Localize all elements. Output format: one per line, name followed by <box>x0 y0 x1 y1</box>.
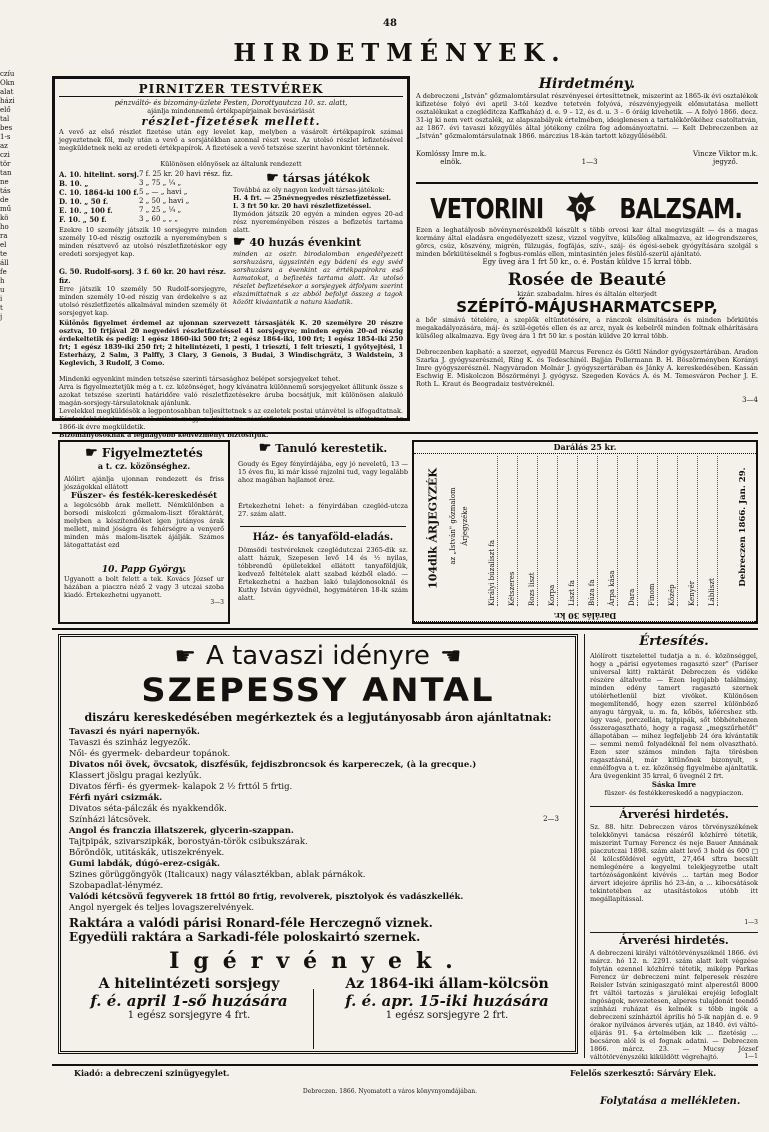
margin-fragment: j <box>0 313 3 321</box>
szepessy-ref: 2—3 <box>543 815 559 823</box>
price-row: Rozs liszt <box>528 456 538 606</box>
hand-icon: ☛ <box>174 642 197 670</box>
arveres1-body: Sz. 88. hitr. Debreczen város törvényszékének telekkönyvi tanácsa részéről közhírré tétetik, miszerint Turnay Ferencz és neje Bauer Annának piaczutczai 1898. szám alatt levő 3 hold és 600 □ öl kölcsföldével együtt, 27,464 sftra becsült nemlegénére a kegyelmi telekjegyzetbe utalt tartózóságonként kivévés ... tartán meg Bodor árvert idejeire április hó 23-án, a ... kibocsátások tekintetében az utasítástokos utóbb itt megállapítással. <box>590 823 758 903</box>
lot-label: C. 10. 1864-ki 100 f. <box>59 188 139 197</box>
margin-fragment: áll <box>0 259 9 267</box>
arveres1-ref: 1—3 <box>744 919 758 926</box>
lot-label: F. 10. „ 50 f. <box>59 215 107 224</box>
lot-price: 7 „ 25 „ ¼ „ <box>139 206 182 214</box>
lot-price: 3 „ 75 „ ¼ „ <box>139 179 182 187</box>
tanulo-ad <box>238 440 408 532</box>
hand-icon: ☛ <box>233 234 246 250</box>
haz-title: Ház- és tanyaföld-eladás. <box>252 532 394 543</box>
margin-fragment: Okn <box>0 79 15 87</box>
hand-icon: ☛ <box>439 642 462 670</box>
divider <box>313 989 314 1049</box>
ertesites-title: Értesítés. <box>639 634 709 649</box>
lottery-notice: Különös figyelmet érdemel az ujonnan szervezett társasjáték K. 20 személyre 20 részre osztva, 10 frtjával 20 negyedévi részletfizetéssel 41 sorsjegyre; minden egyén 20-ad részig érdekeltetik és pedig: 1 egész 1860-iki 500 frt; 2 egész 1864-iki, 100 frt; 1 egész 1854-iki 250 frt; 1 egész 1839-iki 250 frt; 2 hitelintézeti, 1 pesti, 1 triesztí, 1 felt triesztí, 1 győtyejtési, 1 Esterházy, 2 Salm, 3 Palffy, 3 Clary, 3 Genois, 3 Budai, 3 Windischgrätz, 3 Waldstein, 3 Keglevich, 3 Rudolf, 3 Como. <box>59 319 403 367</box>
margin-fragment: tör <box>0 160 11 168</box>
price-row: Finom <box>648 456 658 606</box>
merchandise-item: Divatos női övek, övcsatok, diszfésűk, fejdiszbroncsok és karpereczek, (à la grecque.) <box>69 760 477 770</box>
arjegyzek-bottom-label: Darálás 30 kr. <box>553 611 617 621</box>
margin-fragment: mű <box>0 205 12 213</box>
arjegyzek-vertical-title: 104dik ÁRJEGYZÉK <box>426 468 440 589</box>
signer1-name: Komlóssy Imre m.k. <box>416 150 487 158</box>
lot-row <box>59 179 227 188</box>
vetorini-body: Ezen a leghatályosb növénynerészekből készült s több orvosi kar által megvizsgált — és a magas kormány által eladásra engedélyezett szesz, vizzel vegyítve, külsőleg alkalmazva, az idegrendszeres, görcs, csúz, köszvény, migrén, fülzugás, fogfájás, szív-, száj- és égési-sebek gyógyítására szolgál s minden bőrkiütéseknél s fogbus-romlás ellen, mintasintén jeles fésülő-szerül ajánltató. <box>416 226 758 258</box>
margin-fragment: fe <box>0 268 7 276</box>
figy-intro: Alólirt ajánlja ujonnan rendezett és friss jószágokkal ellátott <box>64 475 224 491</box>
pirnitzer-body2: Különösen előnyösek az általunk rendezett <box>160 160 302 168</box>
pirnitzer-ad <box>52 76 410 439</box>
hirdetmeny-body: A debreczeni „István" gőzmalomtársulat részvényesei értesíttetnek, miszerint az 1865-ik évi osztalékok kifizetése folyó évi april 3-tól kezdve tetetvén folyóvá, részvényjegyeik előmutatása mellett osztalékukat a czegléditcza Kaffkaház) d. e. 9 – 12, és d. u. 3 – 6 óráig kivehetik. — A folyó 1866. decz. 31-ig ki nem vett osztalék, az alapszabályok értelmében, ideiglenesen a tartalékörökéhez csatoltatván, az 1867. évi tavaszi közgyűlés által jótékony czélra fog adományoztatni. — Kelt Debreczenben az „István" gőzmalomtársulatnak 1866. márczius 18-kán tartott közgyűléséből. <box>416 92 758 140</box>
lot-row <box>59 188 227 197</box>
merchandise-item: Szobapadlat-lényméz. <box>69 881 164 891</box>
lot-label: B. 10. „ <box>59 179 89 188</box>
right-lottery-title: Az 1864-iki állam-kölcsön <box>345 976 549 992</box>
lot-row <box>59 215 227 224</box>
szepessy-name: SZEPESSY ANTAL <box>141 671 495 709</box>
vetorini-ad <box>416 190 758 426</box>
margin-fragment: te <box>0 250 7 258</box>
price-row: Lábliszt <box>708 456 718 606</box>
arjegyzek-top-label: Darálás 25 kr. <box>553 442 617 452</box>
merchandise-item: Angol és franczia illatszerek, glycerin-szappan. <box>69 826 294 836</box>
ertesites-signer-sub: füszer- és festékkereskedő a nagypiaczon. <box>604 789 744 797</box>
margin-fragment: az <box>0 142 8 150</box>
arjegyzek-date: Debreczen 1866. Jan. 29. <box>738 467 748 587</box>
right-col2: H. 4 frt. — 25névnegyedes részletfizetéssel. <box>233 194 391 202</box>
margin-fragment: i <box>0 295 3 303</box>
merchandise-item: Női- és gyermek- debardeur topánok. <box>69 749 231 759</box>
ertesites-signer: Sáska Imre <box>651 780 697 789</box>
notice3: Arra is figyelmeztetjük még a t. cz. közönséget, hogy kívánatra különnemű sorsjegyeket állitunk össze s azokat tetszése szerinti határidőre való részletfizetésekre áruba bocsátjuk, mit különösen alakuló magán-sorsjegy-társulatoknak ajánlunk. <box>59 383 403 407</box>
hand-icon: ☛ <box>266 170 279 186</box>
right-lottery-date: f. é. apr. 15-iki huzására <box>345 992 549 1010</box>
merchandise-item: Gumi labdák, dúgó-erez-csigák. <box>69 859 220 869</box>
signer2-name: Vincze Viktor m.k. <box>693 150 758 158</box>
vetorini-title-left: VETORINI <box>430 191 544 225</box>
margin-fragment: alat <box>0 88 14 96</box>
price-row: Királyi búzaliszt fa <box>488 456 498 606</box>
g50-body: Erre játszik 10 személy 50 Rudolf-sorsjegyre, minden személy 10-ed részig van érdekelve s az utolsó részletfizetés alkalmával minden személy öt sorsjegyet kap. <box>59 285 227 317</box>
draws-title: 40 huzás évenkint <box>249 236 362 249</box>
hand-icon: ☛ <box>85 445 98 461</box>
notice4: Levelekkel megküldésök a legpontosabban teljesíttetnek s az ezeletek postai utánvétel is elfogadtatnak. Kérdezősködésekre azonnal válasz megy s kívánatra részletfizetési szerzõdések kiosztattatnak. Az 1866-ik évre megküldetik. <box>59 407 403 431</box>
merchandise-item: Tajtpipák, szivarszipkák, borostyán-török csibukszárak. <box>69 837 308 847</box>
footer-continue: Folytatása a mellékleten. <box>600 1096 741 1107</box>
szepessy-intro: diszáru kereskedésében megérkeztek és a legjutányosabb áron ajánltatnak: <box>84 711 552 724</box>
divider <box>416 182 758 184</box>
hirdetmeny-ad <box>416 76 758 176</box>
szepessy-igeny: Igérvények. <box>169 948 467 974</box>
rosee-body: a bőr simává tételére, a szeplők eltüntetésére, a ránczok elsimítására és minden bőrkiütés megakadályozására, máj- és szül-égetés ellen és az arcz, nyak és kebelről minden foltnak elhárítására külsőleg alkalmazva. Egy üveg ára 1 frt 50 kr. s postán küldve 20 krral több. <box>416 316 758 340</box>
companies-title: társas játékok <box>282 172 370 185</box>
pirnitzer-body1: A vevő az első részlet fizetése után egy levelet kap, melyben a vásárolt értékpapírok számai jegyeztetnek föl, mely után a vevő a sorsjátékban azonnal részt vesz. Az utolsó részlet lefizetésével megküldetnek neki az eredeti értékpapírok. A fizetések a vevő tetszése szerint havonkint történnek. <box>59 128 403 152</box>
right-col1: Továbbá az oly nagyon kedvelt társas-játékok: <box>233 186 385 194</box>
footer-printer: Debreczen. 1866. Nyomatott a város könyvnyomdájában. <box>302 1088 478 1095</box>
figy-shop: Füszer- és festék-kereskedését <box>70 491 218 501</box>
lot-label: D. 10. „ 50 f. <box>59 197 109 206</box>
rosee-product: SZÉPÍTŐ-MÁJUSHARMATCSEPP, <box>456 298 718 316</box>
divider <box>240 526 406 527</box>
haz-body: Dömsödi testvéreknek czeglédutczai 2365-dik sz. alatt házuk, Szepesen levő 14 és ½ nyilas, tóbbrendű épületekkel ellátott tanyaföldjük, kedvező feltételek alatt szabad kézből eladó. — Értekezhetni a hazban lakó tulajdonosoknál és Kuthy István úgyvédnél, hogymátéren 18-ik szám alatt. <box>238 546 408 602</box>
arveres1-ad <box>590 808 758 930</box>
draws-body: minden az osztr. birodalomban engedélyezett sorshuzásra, úgyszintén egy bádeni és egy svéd sorshuzásra a évenkint az értékpapírokra eső kamatokat, a befizetés tartama alatt. Az utolsó részlet befizetésekor a sorsjegyek átfolyam szerint elszámittatnak s az abból befolyt összeg a tagok között kiváantatik a natura kiadatik. <box>233 250 403 306</box>
arveres2-ad <box>590 934 758 1061</box>
margin-fragment: 1-s <box>0 133 11 141</box>
left-margin-fragments <box>0 70 34 322</box>
szepessy-raktara1: Raktára a valódi párisi Ronard-féle Herczegnő viznek. <box>69 916 433 930</box>
merchandise-item: Tavaszi és szinház legyezők. <box>69 738 191 748</box>
left-lottery-price: 1 egész sorsjegyre 4 frt. <box>127 1010 251 1021</box>
arjegyzek-vertical-sub: az „István" gőzmalom <box>449 487 457 565</box>
signer2-role: jegyző. <box>713 158 738 166</box>
margin-fragment: de <box>0 196 9 204</box>
right-col3: I. 3 frt 50 kr. 20 havi részletfizetéssel. <box>233 202 372 210</box>
rosee-sub: kizár. szabadalm. híres és általán elterjedt <box>517 290 657 298</box>
figy-ref: 3—3 <box>210 599 224 606</box>
tanulo-body: Goudy és Egey fényírdájába, egy jó neveletű, 13 — 15 éves fiu, ki már kissé rajzolni tud, vagy legalább ahoz magában hajlamot érez. <box>238 460 408 484</box>
merchandise-item: Angol nyergek és teljes lovagszerelvények. <box>69 903 255 913</box>
ertesites-body: Alólírott tisztelettel tudatja a n. é. közönséggel, hogy a „párisi egyetemes ragasztó szer" (Pariser universal kitt) raktárát Debreczen és vidéke részére általvette — Ezen legújabb találmány, minden edény tamert ragasztó szernek utólérhetlenül bizt vivöket. Különösen megemlítendő, hogy ezen szerrel különböző anyagu tárgyak, u. m. fa, kőbös, kőércshez stb. úgy vasé, porczellán, tajtpipák, sőt töbhétehezen összeragasztható, hogy a ragasz „megszűrhetőt" állapotában — mihez legfeljebb 24 óra kívántatik — semmi nemű folyadéknál fel nem olvasztható. Ezen szer számos minden fajta törésben ragasztásnál, már kitünőnek bizonyult, s ennélfogva a t. ez. közönség figyelmébe ajánltatik. Ára üvegenkint 35 krral, 6 üvegnél 2 frt. <box>590 652 758 780</box>
tanulo-title: Tanuló kerestetik. <box>275 442 388 455</box>
merchandise-item: Divatos férfi- és gyermek- kalapok 2 ½ frttól 5 frtig. <box>69 782 293 792</box>
margin-fragment: tal <box>0 115 10 123</box>
szepessy-top-line: A tavaszi idényre <box>206 641 430 671</box>
arveres2-title: Árverési hirdetés. <box>619 934 729 947</box>
pirnitzer-subtitle: pénzváltó- és bizomány-üzlete Pesten, Dorottyautcza 10. sz. alatt, <box>114 99 348 107</box>
margin-fragment: tás <box>0 187 11 195</box>
lots-list <box>59 170 233 224</box>
margin-fragment: czi <box>0 151 10 159</box>
merchandise-item: Divatos séta-pálczák és nyakkendők. <box>69 804 227 814</box>
price-row: Búza fa <box>588 456 598 606</box>
lot-price: 2 „ 50 „ havi „ <box>139 197 190 205</box>
rosee-ref: 3—4 <box>742 396 758 404</box>
tanulo-contact: Értekezhetni lehet: a fényirdában czegléd-utcza 27. szám alatt. <box>238 502 408 518</box>
hand-icon: ☛ <box>258 440 272 456</box>
pirnitzer-intro: ajánlja mindennemű értékpapírjainak bevásárlását <box>147 107 315 115</box>
price-row: Árpa kása <box>608 456 618 606</box>
divider <box>584 634 585 1058</box>
price-row: Dara <box>628 456 638 606</box>
margin-fragment: ne <box>0 178 9 186</box>
lot-row <box>59 197 227 206</box>
page-number: 48 <box>383 18 397 29</box>
lot-price: 3 „ 60 „ „ „ <box>139 215 178 223</box>
figy-footer: Ugyanott a bolt felett a tek. Kovács József ur házában a piaczra néző 2 vagy 3 utczai szoba kiadó. Értekezhetni ugyanott. <box>64 575 224 599</box>
arveres1-title: Árverési hirdetés. <box>619 808 729 821</box>
price-row: Kenyér <box>688 456 698 606</box>
divider <box>590 932 758 933</box>
g50-line: G. 50. Rudolf-sorsj. 3 f. 60 kr. 20 havi rész. fiz. <box>59 267 227 285</box>
signer1-role: elnök. <box>440 158 462 166</box>
merchandise-item: Színházi látcsövek. <box>69 815 152 825</box>
figy-sub: a t. cz. közönséghez. <box>97 461 191 471</box>
lot-row <box>59 206 227 215</box>
margin-fragment: bes <box>0 124 13 132</box>
price-row: Liszt fa <box>568 456 578 606</box>
vetorini-title-right: BALZSAM. <box>619 191 743 225</box>
lot-label: A. 10. hitelint. sorsj. <box>59 170 140 179</box>
hirdetmeny-ref: 1—3 <box>581 158 598 166</box>
left-lottery-title: A hitelintézeti sorsjegy <box>98 976 280 992</box>
margin-fragment: ho <box>0 223 9 231</box>
pirnitzer-title: PIRNITZER TESTVÉREK <box>59 82 403 97</box>
figy-title: Figyelmeztetés <box>101 446 203 460</box>
right-lottery-price: 1 egész sorsjegyre 2 frt. <box>385 1010 509 1021</box>
arjegyzek-box <box>412 440 758 624</box>
price-row: Korpa <box>548 456 558 606</box>
merchandise-item: Szines görüggöngyök (Italicaux) nagy választékban, ablak párnákok. <box>69 870 366 880</box>
margin-fragment: házi <box>0 97 15 105</box>
lot-price: 5 „ — „ havi „ <box>139 188 188 196</box>
masthead: HIRDETMÉNYEK. <box>233 38 567 67</box>
double-eagle-icon <box>564 190 598 226</box>
left-lottery-date: f. é. april 1-ső huzására <box>90 992 288 1010</box>
notice5: Bizományosoknak a legnagyobb kedvezményt biztosítjuk. <box>59 431 269 439</box>
margin-fragment: czíu <box>0 70 15 78</box>
right-col4: Ilymódon játszik 20 egyén a minden egyes 20-ad rész nyereményében részes a befizetés tartama alatt. <box>233 210 403 234</box>
merchandise-item: Bőröndök, utitáskák, utiszekrények. <box>69 848 225 858</box>
g-line: Ezekre 10 személy játszik 10 sorsjegyre minden személy 10-ed részig osztozik a nyereményben s minden résztvevő az utolsó részletfizetéskor egy eredeti sorsjegyet kap. <box>59 226 227 258</box>
lot-price: 7 f. 25 kr. 20 havi rész. fiz. <box>139 170 233 178</box>
rosee-title: Rosée de Beauté <box>507 270 667 290</box>
arjegyzek-vertical-sub2: Árjegyzéke <box>461 506 469 546</box>
margin-fragment: t <box>0 304 3 312</box>
margin-fragment: ra <box>0 232 8 240</box>
szepessy-raktara2: Egyedüli raktára a Sarkadi-féle poloskairtó szernek. <box>69 930 421 944</box>
merchandise-item: Valódi kétcsövű fegyverek 18 frttól 80 frtig, revolverek, pisztolyok és vadászkellék. <box>69 892 464 902</box>
hirdetmeny-title: Hirdetmény. <box>538 76 636 92</box>
arjegyzek-rows <box>488 456 718 612</box>
merchandise-item: Férfi nyári csizmák. <box>69 793 163 803</box>
footer-publisher: Kiadó: a debreczeni szinügyegylet. <box>74 1068 230 1078</box>
divider <box>590 806 758 807</box>
szepessy-ad <box>58 634 578 1054</box>
margin-fragment: elő <box>0 106 11 114</box>
price-row: Közép <box>668 456 678 606</box>
margin-fragment: kö <box>0 214 9 222</box>
haz-ad <box>238 532 408 622</box>
lot-label: E. 10. „ 100 f. <box>59 206 113 215</box>
margin-fragment: el <box>0 241 7 249</box>
price-row: Kétszeres <box>508 456 518 606</box>
notice2: Mindenki egyenkint minden tetszése szerinti társasághoz belépet sorsjegyeket tehet. <box>59 375 341 383</box>
ertesites-ad <box>590 634 758 802</box>
margin-fragment: h <box>0 277 5 285</box>
margin-fragment: u <box>0 286 5 294</box>
szepessy-items <box>69 727 567 914</box>
merchandise-item: Tavaszi és nyári napernyők. <box>69 727 200 737</box>
vetorini-price: Egy üveg ára 1 frt 50 kr., o. é. Postán küldve 15 krral több. <box>482 258 692 266</box>
lot-row <box>59 170 233 179</box>
pirnitzer-headline: részlet-fizetések mellett. <box>141 115 321 128</box>
footer-editor: Felelős szerkesztő: Sárváry Elek. <box>570 1068 717 1078</box>
footer-rule <box>52 1064 758 1066</box>
divider <box>52 432 758 434</box>
divider <box>52 628 758 630</box>
figyelmeztetes-ad <box>58 440 230 624</box>
arveres2-body: A debreczeni királyi váltótörvényszéknél 1866. évi márcz. hó 12. n. 2291. szám alatt kelt végzése folytán ezennel közhírré tétetik, miképp Parkas Ferencz úr debreczeni mint felperesek részére Reisler István szinigaszgató mint alperestől 8000 frt váltói tartozás s járulékai erejéig lefoglalt ingóságok, nevezetesen, alperes tulajdonát teendő színházi ruházat és kelmék s több ingók a debreczeni színháztól április hó 5-ik napján d. e. 9 órakor nyilvános árverés utján, az 1840. évi váltó-eljárás 91. §-a értelmében kik ... fizetésig ... becsáron alól is el fognak adatni. — Debreczen 1866. márcz. 23. — Mucsy József váltótörvényszéki kiküldött végrehajtó. <box>590 949 758 1061</box>
merchandise-item: Klassert jöslgu pragai kezlyűk. <box>69 771 202 781</box>
figy-body: a legolcsóbb árak mellett. Némkülönben a borsodi miskolczi gőzmalom-liszt főraktárát, melyben a készítendőket igen jutányos árak mellett, mind jóságra és fehérségre a venyerő minden más malom-lisztek ájálják. Számos látogattatást ezd <box>64 501 224 549</box>
rosee-depots: Debreczenben kapható: a szerzet, egyedül Marcus Ferencz és Göttl Nándor gyógyszertárában. Aradon Szarka J. gyógyszerésznél, Ring K. és Tedeschinél. Bajján Pollermann B. H. Böszörményben Korányi Imre gyógyszerésznél. Nagyváradon Molnár J. gyógyszertárában és Jánky A. kereskedésében. Kassán Eschwig E. Miskolczon Böszörményi J. gyógysz. Szegeden Kovács A. és M. Temesváron Pecher J. E. Roth L. Kraut és Beogradaiz testvéreknél. <box>416 348 758 388</box>
arveres2-ref: 1—1 <box>744 1053 758 1060</box>
figy-signer: 10. Papp György. <box>101 565 187 575</box>
margin-fragment: tan <box>0 169 12 177</box>
